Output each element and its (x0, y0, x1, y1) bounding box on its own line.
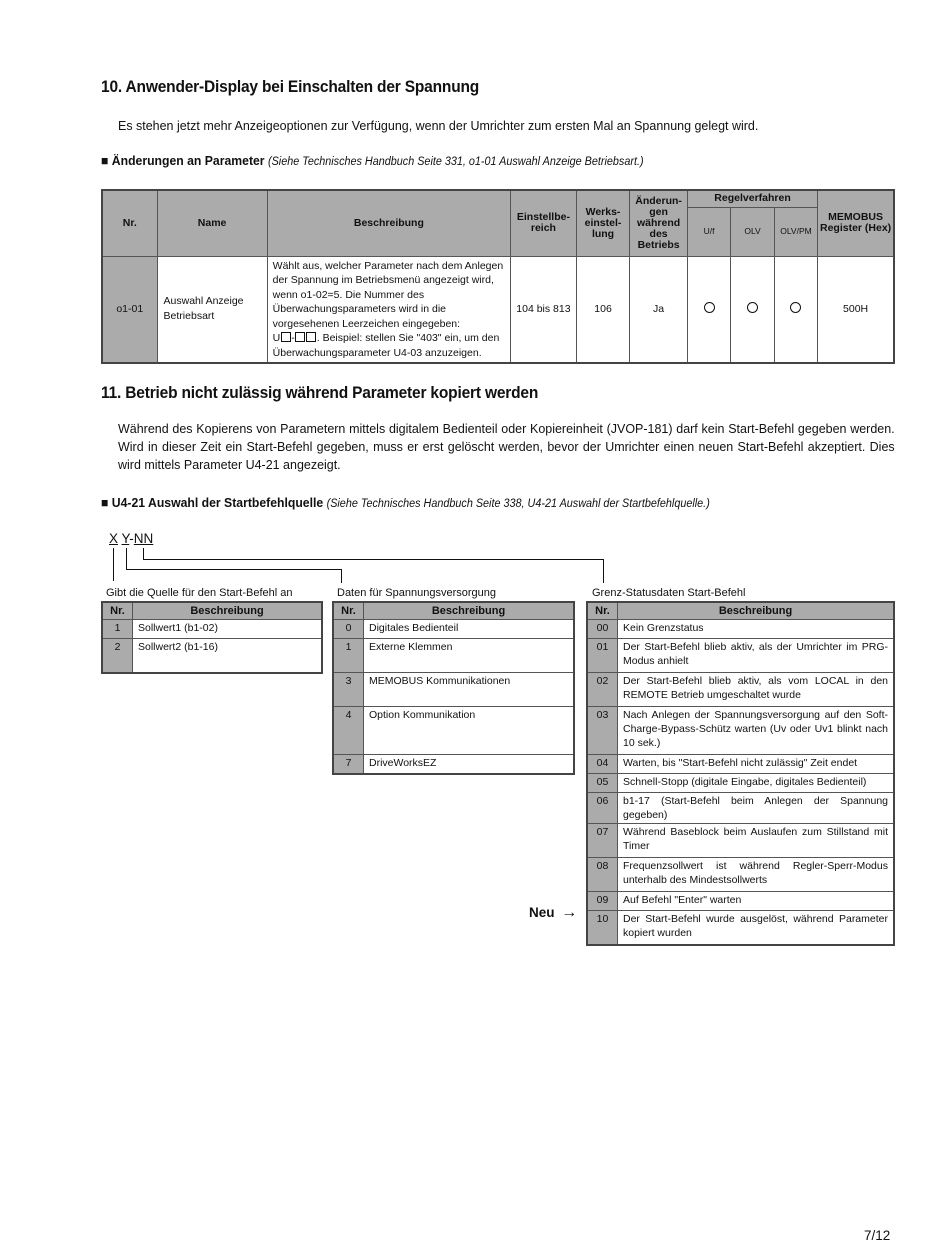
row-nr: 01 (587, 639, 618, 673)
table-row (587, 755, 894, 774)
table-row (333, 673, 574, 707)
connector-line-nn-horiz (143, 559, 603, 560)
cell-uf (687, 256, 730, 363)
row-desc: Externe Klemmen (364, 639, 575, 673)
cell-olv (731, 256, 774, 363)
row-desc: Sollwert2 (b1-16) (133, 639, 323, 673)
limit-status-table (586, 601, 895, 946)
row-nr: 4 (333, 707, 364, 755)
cell-name: Auswahl Anzeige Betriebsart (157, 256, 267, 363)
row-nr: 1 (102, 620, 133, 639)
cell-memobus: 500H (818, 256, 894, 363)
header-olvpm: OLV/PM (774, 207, 817, 256)
subheading-ref: (Siehe Technisches Handbuch Seite 338, U4-21 Auswahl der Startbefehlquelle.) (326, 498, 710, 510)
section-11-subheading (101, 495, 710, 510)
row-nr: 0 (333, 620, 364, 639)
code-sep: - (129, 531, 134, 546)
row-nr: 03 (587, 707, 618, 755)
header-nr: Nr. (102, 602, 133, 620)
header-nr: Nr. (102, 190, 157, 256)
table-row (587, 707, 894, 755)
row-desc: Schnell-Stopp (digitale Eingabe, digitales Bedienteil) (618, 774, 895, 793)
row-nr: 3 (333, 673, 364, 707)
desc-dash: - (291, 332, 295, 344)
header-werkseinstellung: Werks-einstel-lung (576, 190, 630, 256)
row-nr: 09 (587, 892, 618, 911)
table-row (333, 639, 574, 673)
desc-text-2: . Beispiel: stellen Sie "403" ein, um den Überwachungsparameter U4-03 anzuzeigen. (272, 332, 500, 359)
header-nr: Nr. (333, 602, 364, 620)
table-row (587, 639, 894, 673)
table-row (587, 824, 894, 858)
placeholder-box-icon (281, 332, 291, 342)
header-beschreibung: Beschreibung (133, 602, 323, 620)
connector-line-y-vert (126, 548, 127, 569)
cell-range: 104 bis 813 (511, 256, 577, 363)
row-nr: 7 (333, 755, 364, 774)
cell-nr: o1-01 (102, 256, 157, 363)
table-row (102, 256, 894, 363)
row-desc: Digitales Bedienteil (364, 620, 575, 639)
table-row (333, 620, 574, 639)
placeholder-box-icon (306, 332, 316, 342)
new-marker (529, 904, 577, 922)
table-row (102, 639, 322, 673)
row-desc: Der Start-Befehl wurde ausgelöst, während Parameter kopiert wurden (618, 911, 895, 945)
section-11-title: 11. Betrieb nicht zulässig während Parameter kopiert werden (101, 384, 539, 402)
label-source: Gibt die Quelle für den Start-Befehl an (106, 587, 293, 599)
section-10-subheading (101, 153, 644, 168)
desc-u: U (272, 332, 281, 344)
row-desc: Option Kommunikation (364, 707, 575, 755)
row-nr: 08 (587, 858, 618, 892)
parameter-table (101, 189, 895, 364)
connector-line-nn-vert (143, 548, 144, 559)
label-power: Daten für Spannungsversorgung (337, 587, 496, 599)
row-desc: Nach Anlegen der Spannungsversorgung auf den Soft-Charge-Bypass-Schütz warten (Uv oder Uv1 blinkt nach 10 sek.) (618, 707, 895, 755)
table-row (587, 858, 894, 892)
header-aenderung: Änderun-gen während des Betriebs (630, 190, 688, 256)
subheading-ref: (Siehe Technisches Handbuch Seite 331, o1-01 Auswahl Anzeige Betriebsart.) (267, 156, 644, 168)
row-desc: DriveWorksEZ (364, 755, 575, 774)
row-nr: 04 (587, 755, 618, 774)
label-limit: Grenz-Statusdaten Start-Befehl (592, 587, 746, 599)
row-desc: Auf Befehl "Enter" warten (618, 892, 895, 911)
cell-default: 106 (576, 256, 630, 363)
row-desc: Kein Grenzstatus (618, 620, 895, 639)
connector-line-x (113, 548, 114, 581)
row-desc: b1-17 (Start-Befehl beim Anlegen der Spannung gegeben) (618, 793, 895, 824)
table-row (333, 755, 574, 774)
header-beschreibung: Beschreibung (267, 190, 510, 256)
row-desc: MEMOBUS Kommunikationen (364, 673, 575, 707)
page-number: 7/12 (864, 1228, 891, 1243)
table-row (587, 892, 894, 911)
row-desc: Sollwert1 (b1-02) (133, 620, 323, 639)
row-nr: 00 (587, 620, 618, 639)
cell-change: Ja (630, 256, 688, 363)
section-11-intro: Während des Kopierens von Parametern mittels digitalem Bedienteil oder Kopiereinheit (JVOP-181) darf kein Start-Befehl gegeben werden. Wird in dieser Zeit ein Start-Befehl gegeben, muss er erst gelöscht werden, bevor der Umrichter einen neuen Start-Befehl akzeptiert. Dies wird mittels Parameter U4-21 angezeigt. (118, 421, 895, 472)
cell-description (267, 256, 510, 363)
row-desc: Der Start-Befehl blieb aktiv, als der Umrichter im PRG-Modus anhielt (618, 639, 895, 673)
row-nr: 10 (587, 911, 618, 945)
table-row (333, 707, 574, 755)
header-beschreibung: Beschreibung (364, 602, 575, 620)
power-table (332, 601, 575, 775)
table-row (587, 793, 894, 824)
row-desc: Frequenzsollwert ist während Regler-Sperr-Modus unterhalb des Mindestsollwerts (618, 858, 895, 892)
row-nr: 07 (587, 824, 618, 858)
row-nr: 06 (587, 793, 618, 824)
header-memobus: MEMOBUS Register (Hex) (818, 190, 894, 256)
table-row (587, 673, 894, 707)
subheading-bold: ■ Änderungen an Parameter (101, 153, 265, 168)
subheading-bold: ■ U4-21 Auswahl der Startbefehlquelle (101, 495, 324, 510)
new-label: Neu (529, 905, 555, 920)
table-row (102, 620, 322, 639)
table-row (587, 774, 894, 793)
row-nr: 2 (102, 639, 133, 673)
placeholder-box-icon (295, 332, 305, 342)
connector-line-y-horiz (126, 569, 341, 570)
section-10-intro: Es stehen jetzt mehr Anzeigeoptionen zur Verfügung, wenn der Umrichter zum ersten Mal an Spannung gelegt wird. (118, 118, 759, 133)
row-desc: Während Baseblock beim Auslaufen zum Stillstand mit Timer (618, 824, 895, 858)
connector-line-y-down (341, 569, 342, 583)
source-table (101, 601, 323, 674)
code-x: X (109, 531, 119, 546)
connector-line-nn-down (603, 559, 604, 583)
circle-icon (790, 302, 801, 313)
code-label (109, 531, 153, 546)
header-olv: OLV (731, 207, 774, 256)
row-desc: Der Start-Befehl blieb aktiv, als vom LOCAL in den REMOTE Betrieb umgeschaltet wurde (618, 673, 895, 707)
row-nr: 02 (587, 673, 618, 707)
table-row (587, 911, 894, 945)
row-desc: Warten, bis "Start-Befehl nicht zulässig" Zeit endet (618, 755, 895, 774)
section-10-title: 10. Anwender-Display bei Einschalten der Spannung (101, 78, 480, 96)
arrow-right-icon: → (561, 904, 578, 921)
row-nr: 1 (333, 639, 364, 673)
circle-icon (747, 302, 758, 313)
desc-text-1: Wählt aus, welcher Parameter nach dem Anlegen der Spannung im Betriebsmenü angezeigt wird, wenn o1-02=5. Die Nummer des Überwachungsparameters wird in die vorgesehenen Leerzeichen eingegeben: (272, 259, 504, 330)
header-einstellbereich: Einstellbe-reich (511, 190, 577, 256)
header-beschreibung: Beschreibung (618, 602, 895, 620)
header-nr: Nr. (587, 602, 618, 620)
code-nn: NN (133, 531, 154, 546)
cell-olvpm (774, 256, 817, 363)
circle-icon (704, 302, 715, 313)
header-regelverfahren: Regelverfahren (687, 190, 817, 207)
table-row (587, 620, 894, 639)
header-uf: U/f (687, 207, 730, 256)
code-y: Y (121, 531, 130, 546)
row-nr: 05 (587, 774, 618, 793)
header-name: Name (157, 190, 267, 256)
